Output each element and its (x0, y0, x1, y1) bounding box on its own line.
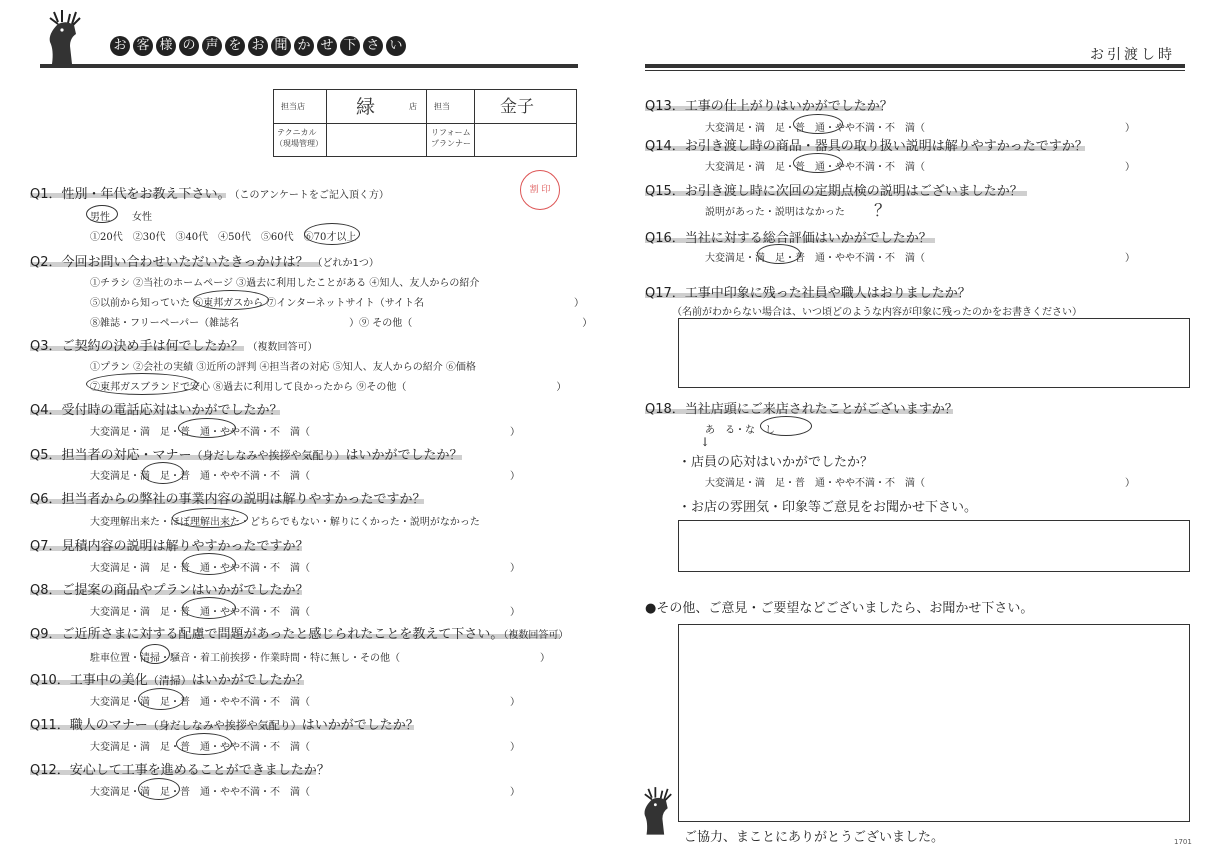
tech-label-1: テクニカル (277, 128, 317, 137)
title-char: を (225, 36, 245, 56)
q18-sub1-title: ・店員の応対はいかがでしたか？ (678, 455, 874, 470)
title-char: お (248, 36, 268, 56)
q18-title: Q18．当社店頭にご来店されたことがございますか？ (645, 402, 958, 417)
q18-answer-box[interactable] (678, 520, 1190, 572)
q14-options[interactable]: 大変満足・満 足・普 通・やや不満・不 満（ ） (705, 162, 1135, 173)
title-char: 声 (202, 36, 222, 56)
reform-label-1: リフォーム (431, 128, 471, 137)
reform-label-2: プランナー (431, 139, 471, 148)
q5-options[interactable]: 大変満足・満 足・普 通・やや不満・不 満（ ） (90, 471, 520, 482)
q5-title: Q5．担当者の対応・マナー（身だしなみや挨拶や気配り）はいかがでしたか？ (30, 448, 463, 463)
q11-options[interactable]: 大変満足・満 足・普 通・やや不満・不 満（ ） (90, 742, 520, 753)
q7-title: Q7．見積内容の説明は解りやすかったですか？ (30, 539, 309, 554)
q17-answer-box[interactable] (678, 318, 1190, 388)
title-char: い (386, 36, 406, 56)
q15-title: Q15．お引き渡し時に次回の定期点検の説明はございましたか？ (645, 184, 1023, 199)
q4-title: Q4．受付時の電話応対はいかがでしたか？ (30, 403, 283, 418)
title-char: か (294, 36, 314, 56)
person-value: 金子 (500, 97, 534, 117)
title-char: 下 (340, 36, 360, 56)
q2-options-line2[interactable]: ⑤以前から知っていた ⑥東邦ガスから ⑦インターネットサイト（サイト名 ） (90, 298, 585, 309)
q13-options[interactable]: 大変満足・満 足・普 通・やや不満・不 満（ ） (705, 123, 1135, 134)
title-char: の (179, 36, 199, 56)
q14-title: Q14．お引き渡し時の商品・器具の取り扱い説明は解りやすかったですか？ (645, 139, 1088, 154)
q15-handwritten-mark: ？ (874, 201, 891, 221)
store-suffix: 店 (409, 102, 417, 111)
right-title-rule (645, 64, 1185, 68)
deer-logo-icon-bottom (636, 784, 680, 836)
q18-sub2-title: ・お店の雰囲気・印象等ご意見をお聞かせ下さい。 (678, 500, 978, 515)
thanks-message: ご協力、まことにありがとうございました。 (684, 830, 945, 845)
store-label: 担当店 (281, 102, 305, 111)
q16-options[interactable]: 大変満足・満 足・普 通・やや不満・不 満（ ） (705, 253, 1135, 264)
q1-gender-male[interactable]: 男性 (90, 212, 110, 223)
page-title (110, 36, 406, 56)
q11-title: Q11．職人のマナー（身だしなみや挨拶や気配り）はいかがでしたか？ (30, 718, 419, 733)
title-char: 客 (133, 36, 153, 56)
q17-note: （名前がわからない場合は、いつ頃どのような内容が印象に残ったのかをお書きください） (672, 307, 1082, 318)
title-char: 聞 (271, 36, 291, 56)
q9-options[interactable]: 駐車位置・清掃・騒音・着工前挨拶・作業時間・特に無し・その他（ ） (90, 653, 550, 664)
title-char: お (110, 36, 130, 56)
other-comments-box[interactable] (678, 624, 1190, 822)
tech-label-2: （現場管理） (275, 139, 323, 148)
q16-title: Q16．当社に対する総合評価はいかがでしたか？ (645, 231, 932, 246)
q12-title: Q12．安心して工事を進めることができましたか？ (30, 763, 330, 778)
q18-sub1-options[interactable]: 大変満足・満 足・普 通・やや不満・不 満（ ） (705, 478, 1135, 489)
q10-title: Q10．工事中の美化（清掃）はいかがでしたか？ (30, 673, 309, 688)
q3-options-line1[interactable]: ①プラン ②会社の実績 ③近所の評判 ④担当者の対応 ⑤知人、友人からの紹介 ⑥価格 (90, 362, 476, 373)
title-rule (40, 64, 578, 68)
right-page-title: お引渡し時 (1090, 47, 1175, 63)
q6-options[interactable]: 大変理解出来た・ほぼ理解出来た・どちらでもない・解りにくかった・説明がなかった (90, 517, 480, 528)
person-label: 担当 (434, 102, 450, 111)
staff-table (273, 89, 577, 157)
q3-options-line2[interactable]: ⑦東邦ガスブランドで安心 ⑧過去に利用して良かったから ⑨その他（ ） (90, 382, 567, 393)
title-char: せ (317, 36, 337, 56)
q18-arrow-icon: ↓ (700, 435, 711, 449)
q2-options-line3[interactable]: ⑧雑誌・フリーペーパー（雑誌名 ）⑨ その他（ ） (90, 318, 593, 329)
title-char: さ (363, 36, 383, 56)
seal-stamp: 割 印 (520, 170, 560, 210)
q8-title: Q8．ご提案の商品やプランはいかがでしたか？ (30, 583, 309, 598)
q3-title: Q3．ご契約の決め手は何でしたか？ （複数回答可） (30, 339, 318, 354)
title-char: 様 (156, 36, 176, 56)
q17-title: Q17．工事中印象に残った社員や職人はおりましたか？ (645, 286, 971, 301)
q4-options[interactable]: 大変満足・満 足・普 通・やや不満・不 満（ ） (90, 427, 520, 438)
store-value: 緑 (356, 96, 376, 118)
form-code: 1701 (1174, 838, 1192, 846)
q2-title: Q2．今回お問い合わせいただいたきっかけは？ （どれか1つ） (30, 255, 379, 270)
q15-options[interactable]: 説明があった・説明はなかった (705, 207, 845, 218)
q18-options[interactable]: あ る・な し (705, 425, 775, 436)
q8-options[interactable]: 大変満足・満 足・普 通・やや不満・不 満（ ） (90, 607, 520, 618)
q1-age-options[interactable]: ①20代 ②30代 ③40代 ④50代 ⑤60代 ⑥70才以上 (90, 232, 357, 243)
deer-logo-icon (40, 8, 90, 64)
q13-title: Q13．工事の仕上がりはいかがでしたか？ (645, 99, 893, 114)
q6-title: Q6．担当者からの弊社の事業内容の説明は解りやすかったですか？ (30, 492, 426, 507)
q7-options[interactable]: 大変満足・満 足・普 通・やや不満・不 満（ ） (90, 563, 520, 574)
q1-gender-female[interactable]: 女性 (132, 212, 152, 223)
q10-options[interactable]: 大変満足・満 足・普 通・やや不満・不 満（ ） (90, 697, 520, 708)
q1-title: Q1．性別・年代をお教え下さい。 （このアンケートをご記入頂く方） (30, 187, 389, 202)
other-comments-title: ●その他、ご意見・ご要望などございましたら、お聞かせ下さい。 (645, 601, 1034, 616)
q12-options[interactable]: 大変満足・満 足・普 通・やや不満・不 満（ ） (90, 787, 520, 798)
q9-title: Q9．ご近所さまに対する配慮で問題があったと感じられたことを教えて下さい。（複数回答可） (30, 627, 569, 642)
q2-options-line1[interactable]: ①チラシ ②当社のホームページ ③過去に利用したことがある ④知人、友人からの紹介 (90, 278, 480, 289)
